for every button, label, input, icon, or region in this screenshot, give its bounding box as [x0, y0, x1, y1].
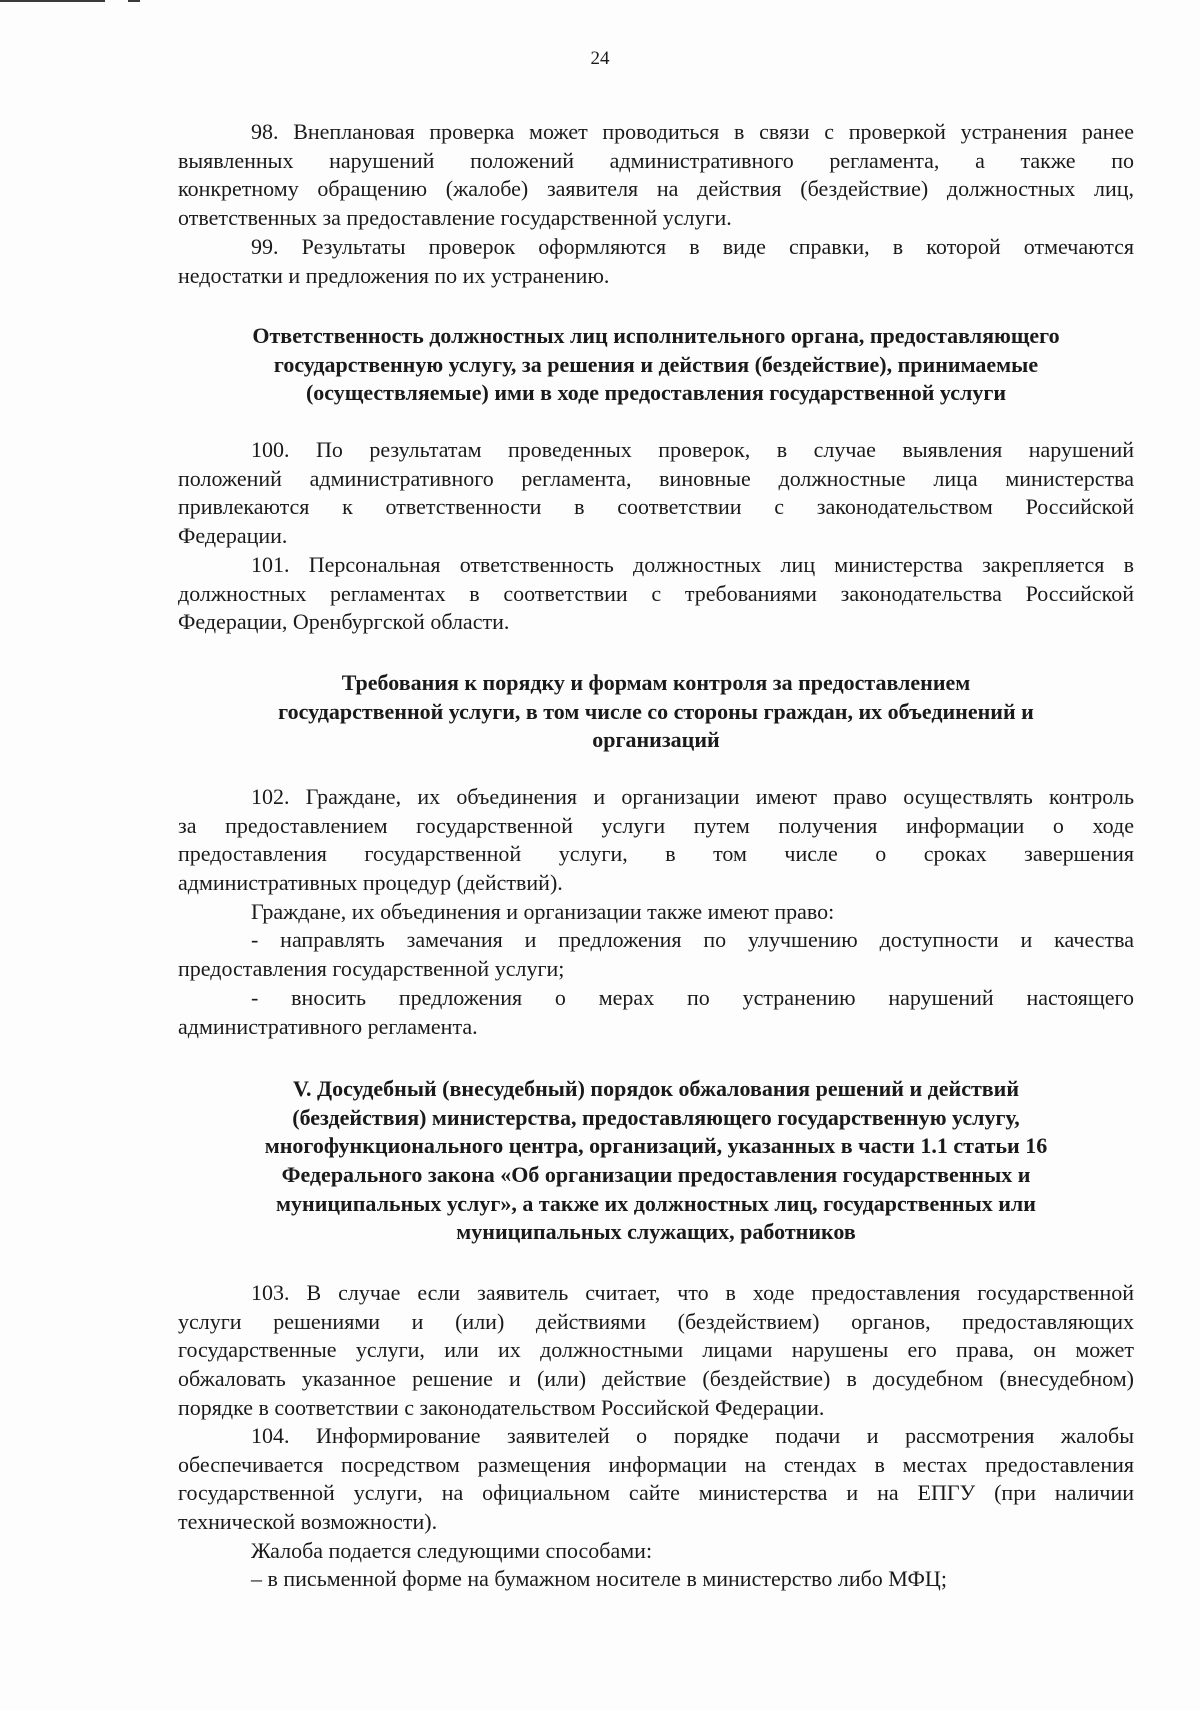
scan-edge-mark: [128, 0, 140, 2]
paragraph-101: [178, 551, 1134, 637]
text-line: 103. В случае если заявитель считает, что в ходе предоставления государственной: [251, 1280, 1134, 1305]
text-line: обжаловать указанное решение и (или) действие (бездействие) в досудебном (внесудебном): [178, 1366, 1134, 1392]
section-heading-appeal: [178, 1075, 1134, 1247]
text-line: Федерации.: [178, 523, 288, 549]
page-number: 24: [590, 48, 610, 69]
paragraph-104: [178, 1422, 1134, 1594]
text-line: 99. Результаты проверок оформляются в виде справки, в которой отмечаются: [251, 234, 1134, 259]
paragraph-99: [178, 233, 1134, 290]
text-line: ответственных за предоставление государственной услуги.: [178, 205, 732, 231]
text-line: технической возможности).: [178, 1509, 438, 1535]
heading-line: муниципальных услуг», а также их должностных лиц, государственных или: [276, 1190, 1036, 1216]
text-line: положений административного регламента, виновные должностные лица министерства: [178, 465, 1134, 491]
text-line: 98. Внеплановая проверка может проводиться в связи с проверкой устранения ранее: [251, 119, 1134, 144]
list-item-line: административного регламента.: [178, 1013, 478, 1039]
heading-line: государственной услуги, в том числе со стороны граждан, их объединений и: [278, 698, 1034, 724]
list-item-line: - вносить предложения о мерах по устранению нарушений настоящего: [251, 984, 1134, 1010]
paragraph-100: [178, 436, 1134, 551]
heading-line: Ответственность должностных лиц исполнительного органа, предоставляющего: [252, 323, 1060, 348]
text-line: недостатки и предложения по их устранению.: [178, 262, 610, 288]
heading-line: государственную услугу, за решения и действия (бездействие), принимаемые: [273, 351, 1039, 377]
text-line: государственной услуги, на официальном сайте министерства и на ЕПГУ (при наличии: [178, 1480, 1134, 1506]
heading-line: Требования к порядку и формам контроля за предоставлением: [341, 670, 971, 695]
list-item-line: предоставления государственной услуги;: [178, 956, 565, 982]
list-item-line: - направлять замечания и предложения по улучшению доступности и качества: [251, 927, 1134, 953]
text-line: привлекаются к ответственности в соответствии с законодательством Российской: [178, 494, 1134, 520]
text-line: Федерации, Оренбургской области.: [178, 609, 510, 635]
text-line: 104. Информирование заявителей о порядке подачи и рассмотрения жалобы: [251, 1423, 1134, 1448]
paragraph-103: [178, 1279, 1134, 1422]
text-line: предоставления государственной услуги, в том числе о сроках завершения: [178, 841, 1134, 867]
text-line: 100. По результатам проведенных проверок, в случае выявления нарушений: [251, 437, 1134, 462]
paragraph-102: [178, 783, 1134, 1041]
heading-line: V. Досудебный (внесудебный) порядок обжалования решений и действий: [292, 1076, 1019, 1101]
text-line: за предоставлением государственной услуги путем получения информации о ходе: [178, 812, 1134, 838]
section-heading-responsibility: [178, 322, 1134, 408]
text-line: выявленных нарушений положений административного регламента, а также по: [178, 147, 1134, 173]
text-line: административных процедур (действий).: [178, 870, 563, 896]
heading-line: муниципальных служащих, работников: [456, 1219, 856, 1245]
text-line: порядке в соответствии с законодательством Российской Федерации.: [178, 1394, 825, 1420]
text-line: услуги решениями и (или) действиями (бездействием) органов, предоставляющих: [178, 1308, 1134, 1334]
heading-line: (бездействия) министерства, предоставляющего государственную услугу,: [292, 1104, 1020, 1130]
section-heading-control: [178, 669, 1134, 755]
text-line: конкретному обращению (жалобе) заявителя на действия (бездействие) должностных лиц,: [178, 176, 1134, 202]
text-line: должностных регламентах в соответствии с требованиями законодательства Российской: [178, 580, 1134, 606]
text-line: 101. Персональная ответственность должностных лиц министерства закрепляется в: [251, 552, 1134, 577]
text-line: Жалоба подается следующими способами:: [251, 1537, 653, 1563]
heading-line: организаций: [592, 727, 720, 753]
list-item-line: – в письменной форме на бумажном носителе в министерство либо МФЦ;: [251, 1566, 947, 1592]
text-line: государственные услуги, или их должностными лицами нарушены его права, он может: [178, 1337, 1134, 1363]
paragraph-98: [178, 118, 1134, 233]
heading-line: (осуществляемые) ими в ходе предоставления государственной услуги: [305, 380, 1006, 406]
text-line: обеспечивается посредством размещения информации на стендах в местах предоставления: [178, 1451, 1134, 1477]
heading-line: Федерального закона «Об организации предоставления государственных и: [281, 1162, 1031, 1188]
scan-edge-mark: [0, 0, 105, 2]
heading-line: многофункционального центра, организаций, указанных в части 1.1 статьи 16: [264, 1133, 1048, 1159]
text-line: 102. Граждане, их объединения и организации имеют право осуществлять контроль: [251, 784, 1134, 809]
text-line: Граждане, их объединения и организации также имеют право:: [251, 898, 835, 924]
